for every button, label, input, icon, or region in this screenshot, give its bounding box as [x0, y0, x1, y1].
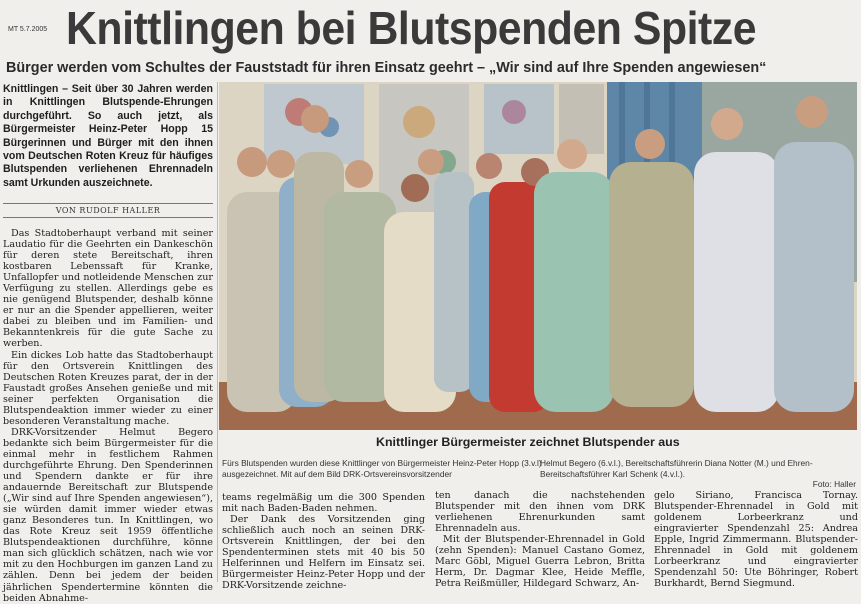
paragraph: Ein dickes Lob hatte das Stadtoberhaupt für den Ortsverein Knittlingen des Deutschen Roten Kreuzes parat, der in der Faustadt großes Ansehen genieße und mit seiner perfekten Organisation die Blutspendeaktion immer wieder zu einer besonderen Veranstaltung mache.: [3, 349, 213, 427]
photo-illustration: [219, 82, 857, 430]
publication-date: MT 5.7.2005: [8, 26, 48, 33]
photo-caption-right-text: Helmut Begero (6.v.l.), Bereitschaftsführerin Diana Notter (M.) und Ehren-Bereitschaftsführer Karl Schenk (4.v.l.).: [540, 458, 813, 479]
article-column-2: [222, 492, 425, 591]
subheadline: Bürger werden vom Schultes der Fauststadt für ihren Einsatz geehrt – „Wir sind auf Ihre Spenden angewiesen“: [6, 60, 767, 76]
paragraph: Der Dank des Vorsitzenden ging schließlich auch noch an seinen DRK-Ortsverein Knittlingen, der bei den Spendenterminen stets mit 40 bis 50 Helferinnen und Helfern im Einsatz sei. Bürgermeister Heinz-Peter Hopp und der DRK-Vorsitzende zeichne-: [222, 514, 425, 592]
paragraph: Das Stadtoberhaupt verband mit seiner Laudatio für die Geehrten ein Dankeschön für deren stete Bereitschaft, ihren kostbaren Lebenssaft für Kranke, Unfallopfer und notleidende Menschen zur Verfügung zu stellen. Allerdings gebe es nie genügend Blutspender, deshalb könne er nur an die Spender appellieren, weiter dabei zu bleiben und im Familien- und Bekanntenkreis für die gute Sache zu werben.: [3, 228, 213, 350]
photo-caption-title: Knittlinger Bürgermeister zeichnet Blutspender aus: [376, 435, 680, 449]
photo-caption-right: [540, 458, 856, 490]
lead-paragraph: Knittlingen – Seit über 30 Jahren werden in Knittlingen Blutspende-Ehrungen durchgeführt. So auch jetzt, als Bürgermeister Heinz-Peter Hopp 15 Bürgerinnen und Bürger mit den ihnen vom Deutschen Roten Kreuz für häufiges Blutspenden verliehenen Ehrennadeln samt Urkunden auszeichnete.: [3, 83, 213, 189]
column-divider: [217, 82, 218, 582]
paragraph: gelo Siriano, Francisca Tornay. Blutspender-Ehrennadel in Gold mit goldenem Lorbeerkranz und eingravierter Spendenzahl 25: Andrea Epple, Ingrid Zimmermann. Blutspender-Ehrennadel in Gold mit goldenem Lorbeerkranz und eingravierter Spendenzahl 50: Ute Böhringer, Robert Burkhardt, Bernd Siegmund.: [654, 490, 858, 590]
paragraph: DRK-Vorsitzender Helmut Begero bedankte sich beim Bürgermeister für die einmal mehr in festlichem Rahmen durchgeführte Ehrung. Den Spenderinnen und Spendern dankte er für ihre andauernde Bereitschaft zur Blutspende („Wir sind auf Ihre Spenden angewiesen“), sie würden damit immer wieder etwas ganz Besonderes tun. In Knittlingen, wo das Rote Kreuz seit 1959 öffentliche Blutspendeaktionen durchführe, könne man sich glücklich schätzen, nach wie vor mit zu den Hochburgen im ganzen Land zu zählen. Denn bei jedem der beiden jährlichen Spendertermine könnten die beiden Abnahme-: [3, 426, 213, 604]
photo-caption-left: Fürs Blutspenden wurden diese Knittlinger von Bürgermeister Heinz-Peter Hopp (3.v.l) ausgezeichnet. Mit auf dem Bild DRK-Ortsvereinsvorsitzender: [222, 458, 542, 479]
byline: VON RUDOLF HALLER: [3, 203, 213, 218]
article-column-3: [435, 490, 645, 589]
paragraph: ten danach die nachstehenden Blutspender mit den ihnen vom DRK verliehenen Ehrenurkunden samt Ehrennadeln aus.: [435, 490, 645, 535]
paragraph: Mit der Blutspender-Ehrennadel in Gold (zehn Spenden): Manuel Castano Gomez, Marc Göbl, Miguel Guerra Lebron, Britta Herm, Dr. Dagmar Klee, Heide Meffle, Petra Reißmüller, Hildegard Schwarz, An-: [435, 534, 645, 590]
paragraph: teams regelmäßig um die 300 Spenden mit nach Baden-Baden nehmen.: [222, 492, 425, 515]
photo-credit: Foto: Haller: [812, 479, 856, 490]
group-photo: [219, 82, 857, 430]
article-column-1: [3, 228, 213, 604]
headline: Knittlingen bei Blutspenden Spitze: [66, 2, 757, 54]
article-column-4: [654, 490, 858, 589]
